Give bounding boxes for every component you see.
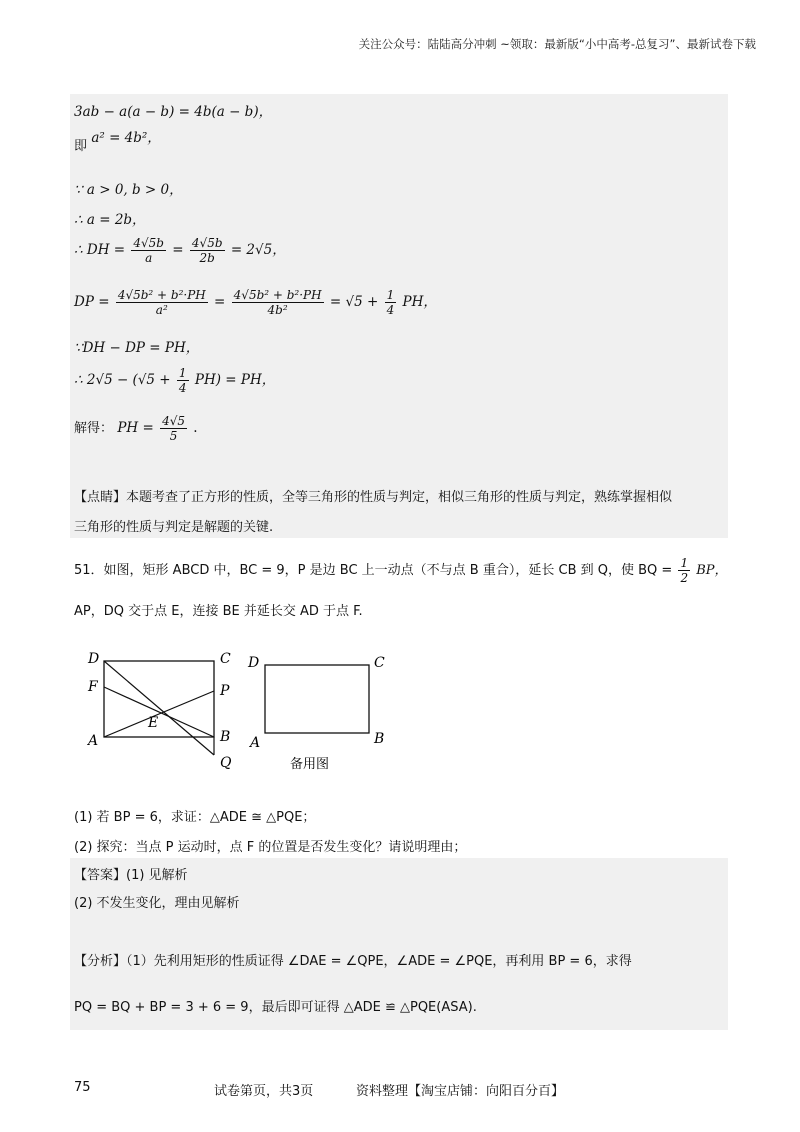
answer-line-2: (2) 不发生变化，理由见解析 bbox=[74, 896, 240, 911]
fraction-numerator: 1 bbox=[680, 556, 689, 570]
solution-line-1: 3ab − a(a − b) = 4b(a − b)， bbox=[74, 104, 273, 120]
label-b: B bbox=[220, 729, 231, 745]
eq-rhs: PH) = PH， bbox=[194, 372, 276, 388]
dh-lhs: ∴ DH = bbox=[74, 242, 126, 258]
answer-line-1: 【答案】(1) 见解析 bbox=[74, 868, 188, 883]
fraction-numerator: 4√5b bbox=[133, 236, 164, 250]
fraction-denominator: a² bbox=[155, 303, 168, 317]
solution-line-5: ∴ DH = $\frac{4√5b}{a}$ = $\frac{4√5b}{2b}$ = 2√5， bbox=[74, 236, 286, 265]
comment-line-2: 三角形的性质与判定是解题的关键. bbox=[74, 520, 274, 535]
label-c: C bbox=[220, 651, 231, 667]
page-header: 关注公众号：陆陆高分冲刺 ~领取：最新版“小中高考-总复习”、最新试卷下载 bbox=[358, 37, 756, 51]
geometry-figures bbox=[80, 645, 420, 780]
label-d: D bbox=[88, 651, 100, 667]
solution-line-2 bbox=[74, 130, 161, 154]
label-e: E bbox=[148, 715, 159, 731]
eq-lhs: ∴ 2√5 − (√5 + bbox=[74, 372, 171, 388]
solution-line-9 bbox=[74, 414, 198, 443]
fraction-numerator: 1 bbox=[386, 288, 395, 302]
fraction bbox=[131, 236, 166, 265]
figure-backup bbox=[247, 655, 385, 772]
dp-rhs: PH， bbox=[402, 294, 437, 310]
fraction bbox=[678, 556, 690, 585]
solution-line-7: ∵DH − DP = PH， bbox=[74, 340, 200, 356]
ph-lhs: PH = bbox=[117, 420, 154, 436]
rectangle-abcd-backup bbox=[265, 665, 369, 733]
fraction bbox=[190, 236, 225, 265]
problem-text: 51．如图，矩形 ABCD 中，BC = 9，P 是边 BC 上一动点（不与点 B 重合），延长 CB 到 Q，使 BQ = bbox=[74, 563, 673, 578]
solution-line-6: DP = $\frac{\text{4√5b² + b²·PH}}{\text{a²}}$ = $\frac{\text{4√5b² + b²·PH}}{\text{4b²}}$ = √5 + $\frac{1}{4}$ PH， bbox=[74, 288, 437, 317]
fraction-numerator: 4√5b bbox=[191, 236, 223, 250]
solution-line-8 bbox=[74, 366, 275, 395]
label-c: C bbox=[374, 655, 385, 671]
question-1: (1) 若 BP = 6，求证：△ADE ≅ △PQE； bbox=[74, 810, 316, 825]
fraction-numerator: 4√5b² + b²·PH bbox=[233, 288, 322, 302]
fraction-denominator: 4b² bbox=[267, 303, 288, 317]
fraction-numerator: 4√5b² + b²·PH bbox=[117, 288, 206, 302]
fraction-denominator: 5 bbox=[169, 429, 178, 443]
page-info: 试卷第页，共3页 bbox=[214, 1084, 314, 1099]
figure-main bbox=[86, 651, 232, 771]
fraction-numerator: 4√5 bbox=[162, 414, 185, 428]
analysis-line-1: 【分析】（1）先利用矩形的性质证得 ∠DAE = ∠QPE，∠ADE = ∠PQE，再利用 BP = 6，求得 bbox=[74, 954, 632, 969]
caption-backup-figure: 备用图 bbox=[290, 757, 330, 772]
solve-prefix: 解得： bbox=[74, 421, 114, 436]
label-d: D bbox=[248, 655, 260, 671]
dh-rhs: = 2√5， bbox=[230, 242, 286, 258]
question-2: (2) 探究：当点 P 运动时，点 F 的位置是否发生变化？请说明理由； bbox=[74, 840, 467, 855]
solution-line-2-prefix: 即 bbox=[74, 139, 88, 154]
label-a: A bbox=[250, 735, 261, 751]
solution-line-2-eq: a² = 4b²， bbox=[91, 130, 161, 146]
problem-line-1 bbox=[74, 556, 728, 585]
fraction-denominator: a bbox=[145, 251, 153, 265]
dp-mid: = √5 + bbox=[329, 294, 379, 310]
rectangle-abcd bbox=[104, 661, 214, 737]
comment-line-1: 【点睛】本题考查了正方形的性质，全等三角形的性质与判定，相似三角形的性质与判定，熟练掌握相似 bbox=[74, 490, 673, 505]
problem-line-2: AP，DQ 交于点 E，连接 BE 并延长交 AD 于点 F. bbox=[74, 604, 363, 619]
fraction bbox=[385, 288, 397, 317]
label-p: P bbox=[220, 683, 230, 699]
solution-line-4: ∴ a = 2b， bbox=[74, 212, 146, 228]
problem-text-end: BP， bbox=[696, 563, 728, 578]
fraction-denominator: 2b bbox=[199, 251, 215, 265]
label-q: Q bbox=[220, 755, 232, 771]
fraction bbox=[232, 288, 324, 317]
label-a: A bbox=[88, 733, 99, 749]
page-number: 75 bbox=[74, 1080, 91, 1095]
segment-dq bbox=[104, 661, 214, 755]
source-note: 资料整理【淘宝店铺：向阳百分百】 bbox=[356, 1084, 565, 1099]
fraction-denominator: 4 bbox=[178, 381, 187, 395]
fraction-denominator: 2 bbox=[680, 571, 689, 585]
fraction bbox=[177, 366, 189, 395]
label-b: B bbox=[374, 731, 385, 747]
label-f: F bbox=[88, 679, 98, 695]
dp-lhs: DP = bbox=[74, 294, 110, 310]
fraction-numerator: 1 bbox=[178, 366, 187, 380]
fraction bbox=[160, 414, 187, 443]
fraction bbox=[116, 288, 208, 317]
analysis-line-2: PQ = BQ + BP = 3 + 6 = 9，最后即可证得 △ADE ≌ △PQE(ASA). bbox=[74, 1000, 477, 1015]
ph-end: . bbox=[193, 420, 198, 436]
fraction-denominator: 4 bbox=[386, 303, 395, 317]
solution-line-3: ∵ a > 0, b > 0， bbox=[74, 182, 183, 198]
